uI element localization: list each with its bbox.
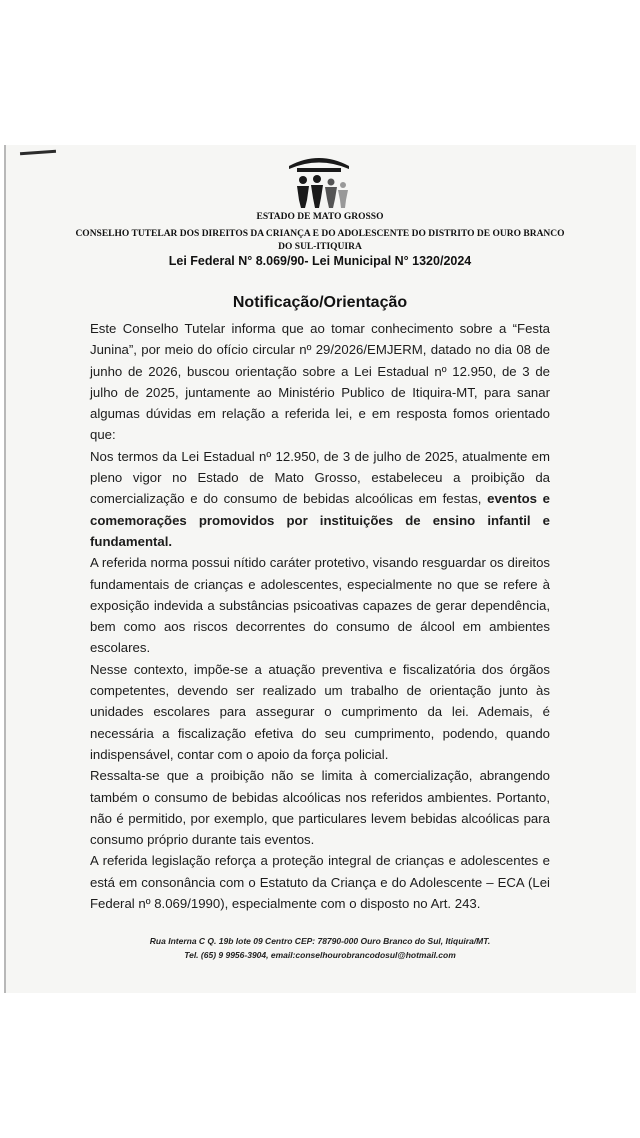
document-title: Notificação/Orientação	[232, 294, 408, 311]
council-name-line-1: CONSELHO TUTELAR DOS DIREITOS DA CRIANÇA E DO ADOLESCENTE DO DISTRITO DE OURO BRANCO	[75, 229, 565, 239]
state-name: ESTADO DE MATO GROSSO	[256, 212, 384, 222]
top-margin	[0, 0, 640, 145]
paragraph-protective: A referida norma possui nítido caráter protetivo, visando resguardar os direitos fundamentais de crianças e adolescentes, especialmente no que se refere à exposição indevida a substâncias psicoativas capazes de gerar dependência, bem como aos riscos decorrentes do consumo de álcool em ambientes escolares.	[90, 555, 550, 656]
paragraph-law-text: Nos termos da Lei Estadual nº 12.950, de 3 de julho de 2025, atualmente em pleno vigor no Estado de Mato Grosso, estabeleceu a proibição da comercialização e do consumo de bebidas alcoólicas em festas,	[90, 448, 550, 507]
paragraph-law	[90, 446, 550, 552]
footer-contact: Tel. (65) 9 9956-3904, email:conselhourobrancodosul@hotmail.com	[184, 950, 456, 960]
document-body	[90, 318, 550, 914]
footer-address: Rua Interna C Q. 19b lote 09 Centro CEP: 78790-000 Ouro Branco do Sul, Itiquira/MT.	[149, 936, 491, 946]
law-reference: Lei Federal N° 8.069/90- Lei Municipal N° 1320/2024	[168, 254, 472, 268]
council-name-line-2: DO SUL-ITIQUIRA	[278, 242, 362, 252]
council-logo-icon	[283, 152, 355, 210]
paragraph-prohibition: Ressalta-se que a proibição não se limita à comercialização, abrangendo também o consumo de bebidas alcoólicas nos referidos ambientes. Portanto, não é permitido, por exemplo, que particulares levem bebidas alcoólicas para consumo próprio durante tais eventos.	[90, 768, 550, 848]
paragraph-intro: Este Conselho Tutelar informa que ao tomar conhecimento sobre a “Festa Junina”, por meio do ofício circular nº 29/2026/EMJERM, datado no dia 08 de junho de 2026, buscou orientação sobre a Lei Estadual nº 12.950, de 3 de julho de 2025, juntamente ao Ministério Publico de Itiquira-MT, para sanar algumas dúvidas em relação a referida lei, e em resposta fomos orientado que:	[90, 321, 550, 443]
bottom-margin	[0, 993, 640, 1138]
paragraph-law-bold: eventos e comemorações promovidos por instituições de ensino infantil e fundamental.	[90, 491, 550, 549]
page-edge	[4, 145, 6, 993]
paragraph-eca: A referida legislação reforça a proteção integral de crianças e adolescentes e está em consonância com o Estatuto da Criança e do Adolescente – ECA (Lei Federal nº 8.069/1990), especialmente com o disposto no Art. 243.	[90, 853, 550, 912]
paragraph-context: Nesse contexto, impõe-se a atuação preventiva e fiscalizatória dos órgãos competentes, devendo ser realizado um trabalho de orientação junto às unidades escolares para assegurar o cumprimento da lei. Ademais, é necessária a fiscalização efetiva do seu cumprimento, podendo, quando indispensável, contar com o apoio da força policial.	[90, 661, 550, 762]
council-name	[60, 228, 580, 254]
